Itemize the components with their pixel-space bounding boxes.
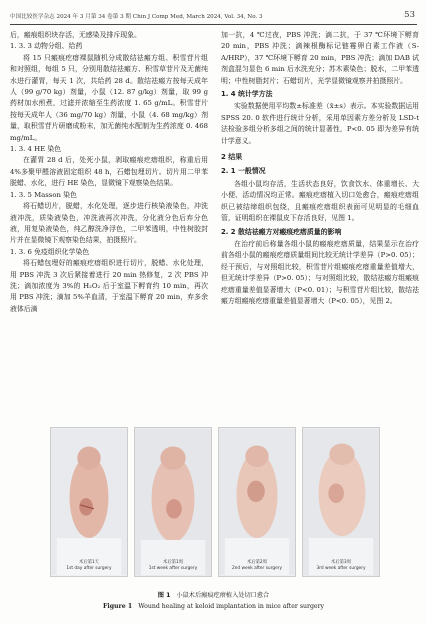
running-header bbox=[10, 10, 417, 22]
paragraph: 将石蜡包埋好的瘢痕疙瘩组织进行切片，脱蜡、水化处理，用 PBS 冲洗 3 次后紧接着进行 20 min 热修复，2 次 PBS 冲洗；滴加浓度为 3%的 H₂O₂ 后于室温下孵育约 10 min，再次用 PBS 冲洗；滴加 5%羊血清，于室温下孵育 20 min，弃多余液体后滴 bbox=[10, 259, 208, 313]
paragraph: 实验数据使用平均数±标准差（x̄±s）表示。本实验数据运用 SPSS 20. 0 软件进行统计分析，采用单因素方差分析及 LSD-t 法检验多组分析多组之间的统计显著性，P<0. 05 即为差异有统计学意义。 bbox=[221, 102, 419, 145]
mouse-photo-day1 bbox=[51, 428, 127, 576]
paragraph: 将石蜡切片，脱蜡，水化处理，逐步进行核染液染色，冲洗液冲洗，质染液染色，冲洗液再次冲洗，分化液分色后弃分色液，用复染液染色，纯乙醇洗净浮色，二甲苯透明，中性树胶封片并在显微镜下观察染色结果，拍摄照片。 bbox=[10, 202, 208, 245]
subsection-heading: 1. 3. 4 HE 染色 bbox=[10, 145, 62, 154]
figure-caption-en bbox=[0, 603, 427, 610]
paragraph: 后，瘢痕组织块存活，无感染及排斥现象。 bbox=[10, 31, 141, 39]
subsection-heading: 1. 3. 6 免疫组织化学染色 bbox=[10, 247, 90, 256]
panel-caption: 术后第2周 2nd week after surgery bbox=[231, 560, 283, 571]
subsection-heading: 2. 2 散结祛瘢方对瘢痕疙瘩质量的影响 bbox=[221, 227, 342, 236]
subsection-heading: 1. 4 统计学方法 bbox=[221, 90, 273, 99]
right-column bbox=[221, 30, 419, 307]
panel-caption: 术后第3周 3rd week after surgery bbox=[316, 560, 366, 571]
figure-label-en: Figure 1 bbox=[102, 603, 133, 610]
photo-day1 bbox=[50, 427, 128, 577]
journal-info: 中国比较医学杂志 2024 年 3 月第 34 卷第 3 期 Chin J Comp Med, March 2024, Vol. 34, No. 3 bbox=[10, 14, 263, 20]
mouse-photo-week2 bbox=[219, 428, 295, 576]
left-column bbox=[10, 30, 208, 315]
paragraph: 在治疗前后称量各组小鼠的瘢痕疙瘩质量，结果显示在治疗前各组小鼠的瘢痕疙瘩质量组间比较无统计学差异（P>0. 05）；经干预后，与对照组比较，积雪苷片组瘢痕疙瘩重量差值增大，但无统计学差异（P>0. 05）；与对照组比较，散结祛瘢方组瘢痕疙瘩重量差值显著增大（P<0. 01）；与积雪苷片组比较，散结祛瘢方组瘢痕疙瘩重量差值显著增大（P<0. 05），见图 2。 bbox=[221, 239, 419, 305]
paragraph: 将 15 只瘢痕疙瘩裸鼠随机分成散结祛瘢方组、积雪苷片组和对照组，每组 5 只，分别用散结祛瘢方、积雪草苷片及无菌纯水进行灌胃，每天 1 次，共给药 28 d。散结祛瘢方按每天成年人（99 g/70 kg）剂量，小鼠（12. 87 g/kg）剂量，取 99 g 药材加水煎煮，过滤并浓缩至生药浓度 1. 65 g/mL。积雪苷片按每天成年人（36 mg/70 kg）剂量，小鼠（4. 68 mg/kg）剂量，取积雪苷片研磨成粉末，加无菌纯水配制为生药浓度 0. 468 mg/mL。 bbox=[10, 53, 208, 142]
figure-label-cn: 图 1 bbox=[157, 592, 171, 599]
page-number: 53 bbox=[404, 10, 415, 20]
paragraph: 加一抗，4 ℃过夜，PBS 冲洗；滴二抗，于 37 ℃环境下孵育 20 min，PBS 冲洗；滴辣根酶标记链霉卵白素工作液（S-A/HRP），37 ℃环境下孵育 20 min，PBS 冲洗；滴加 DAB 试剂盒混匀显色 6 min 后水洗充分；苏木素染色；脱水，二甲苯透明；中性树脂封片；石蜡切片，光学显微镜观察并拍摄照片。 bbox=[221, 31, 419, 85]
photo-week3 bbox=[302, 427, 380, 577]
panel-caption: 术后第1天 1st day after surgery bbox=[66, 560, 112, 571]
paragraph: 在灌胃 28 d 后，处死小鼠，剥取瘢痕疙瘩组织，称重后用 4%多聚甲醛溶液固定组织 48 h，石蜡包埋切片。切片用二甲苯脱蜡、水化，进行 HE 染色，显微镜下观察染色结果。 bbox=[10, 156, 208, 188]
figure-caption-en-text: Wound healing at keloid implantation in mice after surgery bbox=[138, 603, 325, 610]
subsection-heading: 1. 3. 3 动物分组、给药 bbox=[10, 42, 83, 51]
subsection-heading: 2. 1 一般情况 bbox=[221, 167, 266, 176]
panel-caption: 术后第1周 1st week after surgery bbox=[148, 560, 198, 571]
mouse-photo-week3 bbox=[303, 428, 379, 576]
photo-week2 bbox=[218, 427, 296, 577]
section-heading: 2 结果 bbox=[221, 153, 243, 162]
figure-caption-cn-text: 小鼠术后瘢痕疙瘩植入处切口愈合 bbox=[176, 592, 270, 599]
subsection-heading: 1. 3. 5 Masson 染色 bbox=[10, 190, 77, 199]
photo-week1 bbox=[134, 427, 212, 577]
header-rule bbox=[10, 24, 417, 25]
mouse-photo-week1 bbox=[135, 428, 211, 576]
figure-1 bbox=[50, 427, 380, 577]
figure-caption-cn bbox=[0, 590, 427, 599]
paragraph: 各组小鼠均存活，生活状态良好，饮食饮水、体重增长、大小便、活动情况均正常。瘢痕疙瘩植入切口处愈合，瘢痕疙瘩组织已被结缔组织包绕，且瘢痕疙瘩组织表面可见明显的毛细血管，证明组织在裸鼠皮下存活良好，见图 1。 bbox=[221, 179, 419, 223]
